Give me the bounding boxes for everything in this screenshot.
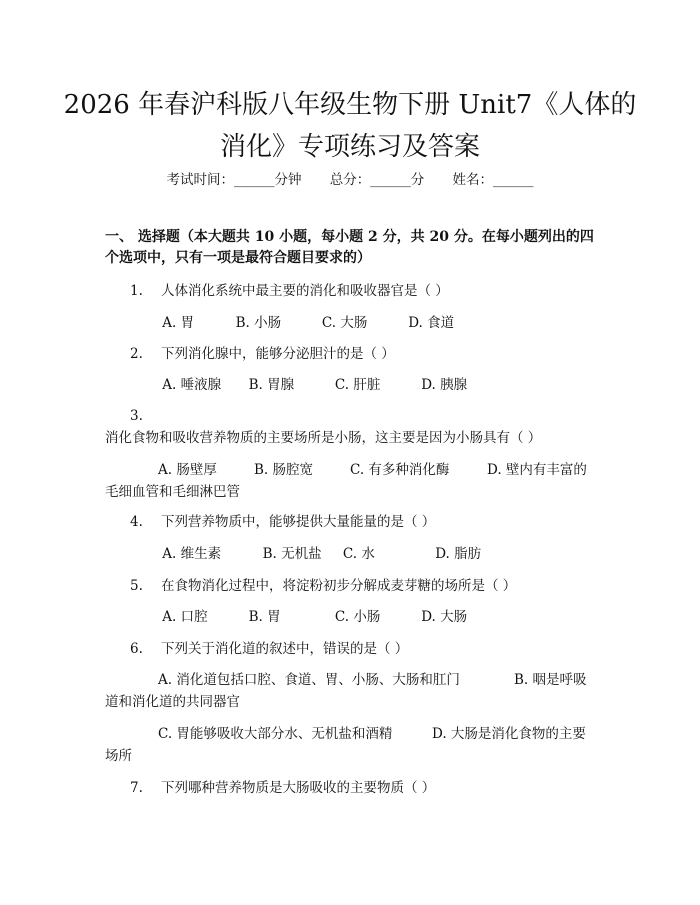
- option-a: A. 维生素: [162, 546, 222, 562]
- exam-info: [0, 168, 700, 188]
- question-4: [105, 511, 596, 533]
- question-text: 人体消化系统中最主要的消化和吸收器官是（ ）: [161, 283, 449, 299]
- question-text: 在食物消化过程中，将淀粉初步分解成麦芽糖的场所是（ ）: [161, 578, 517, 594]
- question-2: [105, 343, 596, 365]
- document-title: 2026 年春沪科版八年级生物下册 Unit7《人体的消化》专项练习及答案: [63, 90, 637, 162]
- option-a: A. 唾液腺: [162, 377, 222, 393]
- exam-score: 总分：______分: [329, 172, 425, 188]
- option-b: B. 肠腔宽: [254, 462, 314, 478]
- question-text: 下列营养物质中，能够提供大量能量的是（ ）: [161, 514, 436, 530]
- question-2-options: [105, 374, 596, 396]
- question-text: 下列消化腺中，能够分泌胆汁的是（ ）: [161, 346, 395, 362]
- option-d: D. 大肠是消化食物的主要场所: [105, 726, 586, 764]
- question-number: 4.: [130, 514, 143, 530]
- option-c: C. 大肠: [321, 315, 368, 331]
- option-c: C. 肝脏: [334, 377, 381, 393]
- question-3: [105, 405, 596, 449]
- question-1-options: [105, 312, 596, 334]
- question-text: 消化食物和吸收营养物质的主要场所是小肠，这主要是因为小肠具有（ ）: [105, 430, 542, 446]
- question-number: 1.: [130, 283, 143, 299]
- question-5: [105, 575, 596, 597]
- option-b: B. 胃: [248, 609, 281, 625]
- question-text: 下列关于消化道的叙述中，错误的是（ ）: [161, 641, 409, 657]
- option-c: C. 胃能够吸收大部分水、无机盐和酒精: [158, 726, 393, 742]
- option-d: D. 脂肪: [435, 546, 482, 562]
- question-number: 3.: [130, 408, 143, 424]
- option-b: B. 无机盐: [262, 546, 322, 562]
- option-d: D. 胰腺: [421, 377, 468, 393]
- option-d: D. 大肠: [421, 609, 468, 625]
- question-3-options: [105, 459, 596, 503]
- option-c: C. 有多种消化酶: [350, 462, 450, 478]
- option-a: A. 口腔: [162, 609, 208, 625]
- question-1: [105, 280, 596, 302]
- question-6-options-ab: [105, 669, 596, 713]
- option-b: B. 咽是呼吸道和消化道的共同器官: [105, 672, 587, 710]
- question-4-options: [105, 543, 596, 565]
- option-c: C. 小肠: [334, 609, 381, 625]
- option-d: D. 壁内有丰富的毛细血管和毛细淋巴管: [105, 462, 587, 500]
- option-a: A. 肠壁厚: [158, 462, 217, 478]
- exam-time: 考试时间：______分钟: [166, 172, 302, 188]
- question-text: 下列哪种营养物质是大肠吸收的主要物质（ ）: [161, 780, 436, 796]
- exam-name: 姓名：______: [452, 172, 534, 188]
- option-d: D. 食道: [408, 315, 455, 331]
- question-6: [105, 638, 596, 660]
- question-number: 6.: [130, 641, 143, 657]
- option-c: C. 水: [342, 546, 375, 562]
- question-number: 2.: [130, 346, 143, 362]
- question-6-options-cd: [105, 723, 596, 767]
- option-b: B. 小肠: [235, 315, 282, 331]
- question-5-options: [105, 606, 596, 628]
- question-7: [105, 777, 596, 799]
- option-b: B. 胃腺: [248, 377, 295, 393]
- option-a: A. 消化道包括口腔、食道、胃、小肠、大肠和肛门: [158, 672, 460, 688]
- question-number: 7.: [130, 780, 143, 796]
- option-a: A. 胃: [162, 315, 195, 331]
- section-heading: 一、 选择题（本大题共 10 小题，每小题 2 分，共 20 分。在每小题列出的四个选项中，只有一项是最符合题目要求的）: [105, 229, 594, 266]
- question-number: 5.: [130, 578, 143, 594]
